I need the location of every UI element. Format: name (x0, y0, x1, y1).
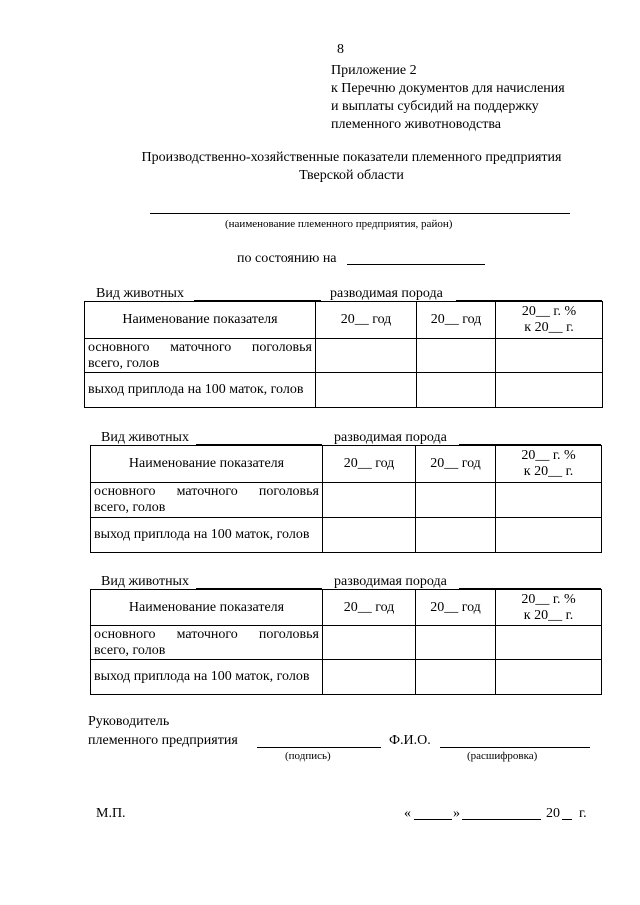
heading-line2: Тверской области (299, 168, 404, 183)
table1-breed-label: разводимая порода (330, 286, 443, 301)
date-month-line[interactable] (462, 819, 541, 820)
table1 (84, 301, 603, 408)
table-row (91, 483, 602, 518)
table-row (85, 373, 603, 408)
table-row (85, 339, 603, 373)
table1-animal-label: Вид животных (96, 286, 184, 301)
date-close-quote: » (453, 806, 460, 821)
appendix-line3: племенного животноводства (331, 117, 501, 132)
table3-animal-label: Вид животных (101, 574, 189, 589)
enterprise-caption: (наименование племенного предприятия, район) (225, 218, 453, 230)
cell-input[interactable] (496, 483, 602, 518)
col-percent-line1: 20__ г. % (521, 304, 577, 319)
row-breeding-stock: основного маточного поголовья всего, голов (85, 339, 316, 373)
row-offspring-yield: выход приплода на 100 маток, голов (91, 660, 323, 695)
enterprise-label: племенного предприятия (88, 733, 238, 748)
col-year1: 20__ год (323, 446, 416, 483)
col-year2: 20__ год (417, 302, 496, 339)
col-percent-line2: к 20__ г. (523, 464, 574, 479)
col-percent-line2: к 20__ г. (524, 320, 574, 335)
stamp-label: М.П. (96, 806, 126, 821)
appendix-title: Приложение 2 (331, 63, 417, 78)
col-indicator: Наименование показателя (91, 446, 323, 483)
sign-caption: (подпись) (285, 750, 331, 762)
as-of-date-line[interactable] (347, 264, 485, 265)
cell-input[interactable] (323, 660, 416, 695)
table-row (91, 518, 602, 553)
row-offspring-yield: выход приплода на 100 маток, голов (91, 518, 323, 553)
col-percent-line1: 20__ г. % (521, 591, 576, 607)
cell-input[interactable] (496, 373, 603, 408)
cell-input[interactable] (496, 339, 603, 373)
date-year-line[interactable] (562, 819, 572, 820)
signature-line[interactable] (257, 747, 381, 748)
cell-input[interactable] (323, 483, 416, 518)
col-year2: 20__ год (416, 590, 496, 626)
col-percent (496, 590, 602, 626)
cell-input[interactable] (416, 660, 496, 695)
page-number: 8 (337, 42, 344, 57)
heading-line1: Производственно-хозяйственные показатели племенного предприятия (141, 150, 562, 165)
table-row (91, 660, 602, 695)
row-breeding-stock: основного маточного поголовья всего, голов (91, 483, 323, 518)
as-of-label: по состоянию на (237, 251, 337, 266)
col-percent (496, 302, 603, 339)
row-offspring-yield: выход приплода на 100 маток, голов (85, 373, 316, 408)
cell-input[interactable] (496, 518, 602, 553)
cell-input[interactable] (416, 483, 496, 518)
col-year1: 20__ год (323, 590, 416, 626)
appendix-block (331, 62, 565, 134)
col-indicator: Наименование показателя (85, 302, 316, 339)
col-percent-line2: к 20__ г. (523, 607, 574, 623)
col-percent-line1: 20__ г. % (521, 448, 576, 463)
col-indicator: Наименование показателя (91, 590, 323, 626)
row-breeding-stock: основного маточного поголовья всего, голов (91, 626, 323, 660)
date-open-quote: « (404, 806, 411, 821)
col-year1: 20__ год (316, 302, 417, 339)
enterprise-name-line[interactable] (150, 213, 570, 214)
cell-input[interactable] (496, 660, 602, 695)
appendix-line1: к Перечню документов для начисления (331, 81, 565, 96)
date-year-prefix: 20 (546, 806, 560, 821)
cell-input[interactable] (417, 373, 496, 408)
table3-breed-label: разводимая порода (334, 574, 447, 589)
table3 (90, 589, 602, 695)
table-row (91, 626, 602, 660)
cell-input[interactable] (323, 518, 416, 553)
cell-input[interactable] (416, 626, 496, 660)
col-percent (496, 446, 602, 483)
table-header-row (91, 446, 602, 483)
date-year-suffix: г. (579, 806, 587, 821)
cell-input[interactable] (416, 518, 496, 553)
table-header-row (85, 302, 603, 339)
cell-input[interactable] (316, 339, 417, 373)
fio-label: Ф.И.О. (389, 733, 431, 748)
cell-input[interactable] (316, 373, 417, 408)
col-year2: 20__ год (416, 446, 496, 483)
cell-input[interactable] (496, 626, 602, 660)
cell-input[interactable] (323, 626, 416, 660)
table2 (90, 445, 602, 553)
date-day-line[interactable] (414, 819, 452, 820)
fio-line[interactable] (440, 747, 590, 748)
table-header-row (91, 590, 602, 626)
table2-animal-label: Вид животных (101, 430, 189, 445)
head-label: Руководитель (88, 714, 170, 729)
cell-input[interactable] (417, 339, 496, 373)
decode-caption: (расшифровка) (467, 750, 538, 762)
table2-breed-label: разводимая порода (334, 430, 447, 445)
document-heading (0, 149, 640, 185)
appendix-line2: и выплаты субсидий на поддержку (331, 99, 539, 114)
